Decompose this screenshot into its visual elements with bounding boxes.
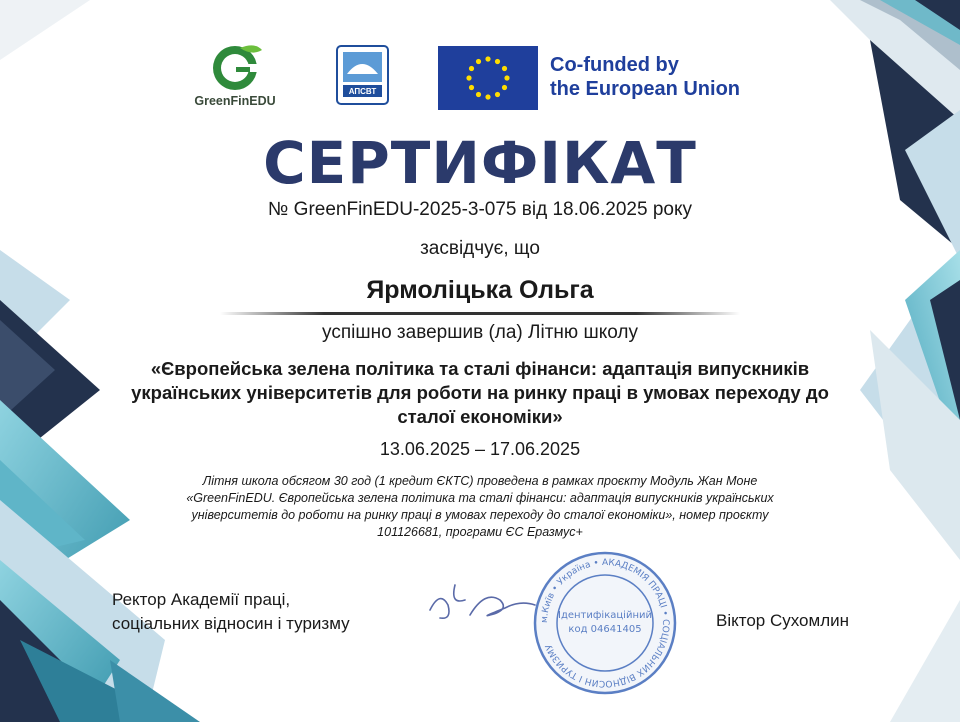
eu-text-line1: Co-funded by: [550, 54, 679, 76]
note-line3: університетів до роботи на ринку праці в умовах переходу до сталої економіки», номер проєкту: [191, 508, 769, 522]
stamp-center-line1: Ідентифікаційний: [558, 610, 652, 621]
note-line2: «GreenFinEDU. Європейська зелена політика та сталі фінанси: адаптація випускників українських: [186, 491, 774, 505]
university-emblem: [335, 44, 390, 106]
signatory-name: Віктор Сухомлин: [716, 611, 850, 630]
university-emblem-icon: [335, 44, 390, 106]
note-line4: 101126681, програми ЄС Еразмус+: [377, 525, 583, 539]
eu-flag-icon: [438, 46, 538, 110]
greenfin-leaf-icon: [180, 38, 290, 98]
program-note: [130, 473, 830, 541]
completion-text: успішно завершив (ла) Літню школу: [322, 322, 638, 343]
certifies-text: засвідчує, що: [420, 238, 540, 259]
stamp-ring-text: м.Київ • Україна • АКАДЕМІЯ ПРАЦІ • СОЦІАЛЬНИХ ВІДНОСИН І ТУРИЗМУ: [539, 557, 671, 689]
note-line1: Літня школа обсягом 30 год (1 кредит ЄКТС) проведена в рамках проєкту Модуль Жан Моне: [202, 474, 758, 488]
stamp-center-line2: код 04641405: [568, 624, 642, 635]
program-title-line2: українських університетів для роботи на ринку праці в умовах переходу до: [131, 382, 829, 403]
eu-text-line2: the European Union: [550, 78, 740, 100]
rector-title-line1: Ректор Академії праці,: [112, 590, 291, 609]
program-dates: 13.06.2025 – 17.06.2025: [379, 439, 581, 459]
rector-title-line2: соціальних відносин і туризму: [112, 614, 350, 633]
handwritten-signature: [410, 570, 550, 640]
rector-title: [112, 588, 350, 636]
university-emblem-label: АПСВТ: [348, 87, 377, 96]
name-underline: [220, 312, 740, 315]
certificate-number: № GreenFinEDU-2025-3-075 від 18.06.2025 року: [268, 199, 692, 220]
greenfin-logo-label: GreenFinEDU: [194, 94, 276, 108]
certificate-title: СЕРТИФІКАТ: [263, 129, 697, 197]
eu-cofunded-text: [550, 53, 740, 101]
program-title-line3: сталої економіки»: [397, 406, 563, 427]
recipient-name: Ярмоліцька Ольга: [366, 276, 594, 304]
official-stamp: [530, 548, 680, 698]
eu-flag: [438, 46, 538, 110]
program-title-line1: «Європейська зелена політика та сталі фінанси: адаптація випускників: [150, 358, 810, 379]
program-title: [70, 357, 890, 429]
